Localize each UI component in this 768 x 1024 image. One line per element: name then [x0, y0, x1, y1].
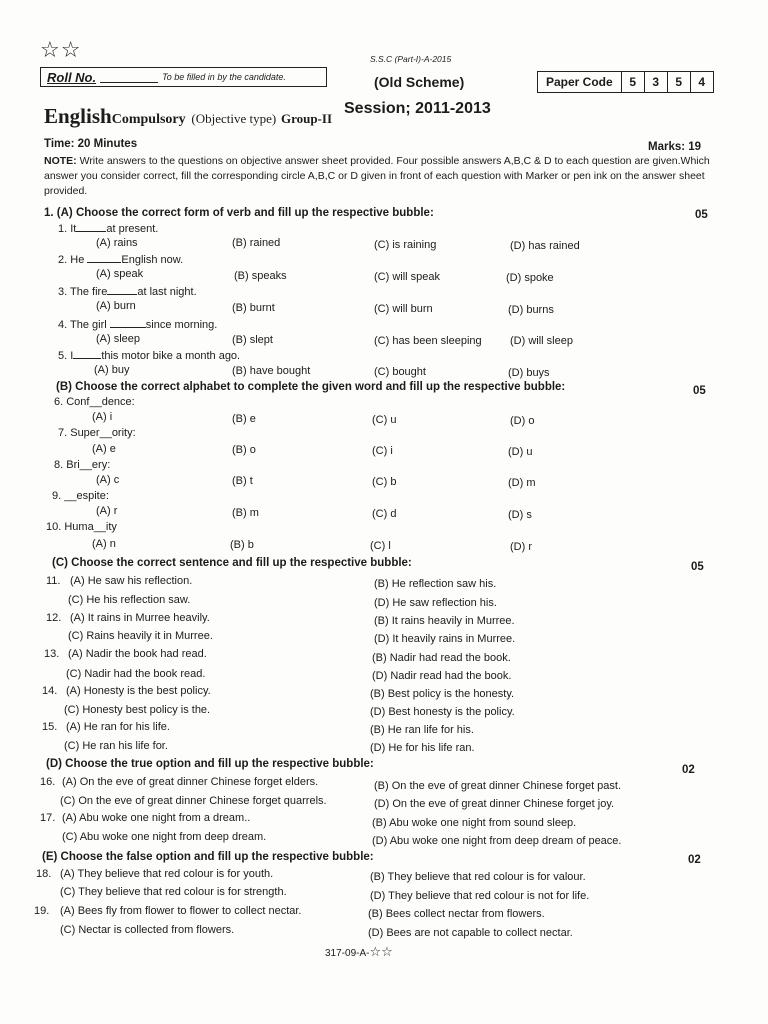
option-a: (A) rains	[96, 237, 138, 249]
question-number: 19.	[34, 905, 50, 917]
option-b: (B) burnt	[232, 302, 275, 314]
option-c: (C) Rains heavily it in Murree.	[68, 630, 213, 642]
stars-top: ☆☆	[40, 38, 82, 63]
question-number: 17.	[40, 812, 56, 824]
option-d: (D) He for his life ran.	[370, 742, 475, 754]
option-d: (D) r	[510, 541, 532, 553]
option-c: (C) u	[372, 414, 397, 426]
question-number: 14.	[42, 685, 58, 697]
question-number: 15.	[42, 721, 58, 733]
option-b: (B) They believe that red colour is for valour.	[370, 871, 586, 883]
option-a: (A) He ran for his life.	[66, 721, 170, 733]
paper-reference: S.S.C (Part-I)-A-2015	[370, 54, 452, 64]
option-d: (D) will sleep	[510, 335, 573, 347]
option-d: (D) Best honesty is the policy.	[370, 706, 515, 718]
option-b: (B) He ran life for his.	[370, 724, 474, 736]
paper-code-digit: 5	[668, 72, 691, 92]
question-stem: 6. Conf__dence:	[54, 396, 135, 408]
option-b: (B) have bought	[232, 365, 311, 377]
option-d: (D) burns	[508, 304, 554, 316]
option-d: (D) Abu woke one night from deep dream of peace.	[372, 835, 622, 847]
option-c: (C) Honesty best policy is the.	[64, 704, 211, 716]
option-c: (C) l	[370, 540, 391, 552]
instructions-note	[44, 154, 714, 199]
section-b-title: (B) Choose the correct alphabet to complete the given word and fill up the respective bubble:	[56, 381, 566, 393]
option-d: (D) Nadir read had the book.	[372, 670, 512, 682]
option-d: (D) They believe that red colour is not for life.	[370, 890, 590, 902]
option-c: (C) Nadir had the book read.	[66, 668, 206, 680]
paper-code-digit: 3	[645, 72, 668, 92]
option-d: (D) u	[508, 446, 533, 458]
footer-code: 317-09-A-☆☆	[325, 945, 393, 960]
option-c: (C) will speak	[374, 271, 441, 283]
time-label: Time: 20 Minutes	[44, 138, 138, 150]
option-c: (C) i	[372, 445, 393, 457]
option-a: (A) burn	[96, 300, 136, 312]
option-a: (A) r	[96, 505, 118, 517]
option-c: (C) has been sleeping	[374, 335, 482, 347]
question-number: 12.	[46, 612, 62, 624]
option-b: (B) o	[232, 444, 256, 456]
subject-title: English	[44, 104, 112, 128]
section-e-title: (E) Choose the false option and fill up the respective bubble:	[42, 851, 374, 863]
option-a: (A) They believe that red colour is for youth.	[60, 868, 274, 880]
paper-code-digit: 4	[698, 75, 706, 89]
option-a: (A) Abu woke one night from a dream..	[62, 812, 251, 824]
option-a: (A) Nadir the book had read.	[68, 648, 207, 660]
subject-line	[44, 104, 332, 129]
question-stem: 3. The fire at last night.	[58, 286, 197, 298]
section-d-title: (D) Choose the true option and fill up the respective bubble:	[46, 758, 374, 770]
option-d: (D) s	[508, 509, 532, 521]
option-a: (A) He saw his reflection.	[70, 575, 193, 587]
section-e-marks: 02	[688, 854, 701, 866]
roll-number-hint: To be filled in by the candidate.	[162, 72, 286, 82]
option-b: (B) t	[232, 475, 253, 487]
option-d: (D) He saw reflection his.	[374, 597, 497, 609]
option-a: (A) n	[92, 538, 116, 550]
option-c: (C) They believe that red colour is for strength.	[60, 886, 287, 898]
option-b: (B) m	[232, 507, 259, 519]
section-b-marks: 05	[693, 385, 706, 397]
section-c-title: (C) Choose the correct sentence and fill up the respective bubble:	[52, 557, 412, 569]
option-d: (D) m	[508, 477, 536, 489]
question-stem: 1. It at present.	[58, 223, 159, 235]
section-c-marks: 05	[691, 561, 704, 573]
paper-type: (Objective type)	[191, 111, 277, 126]
option-d: (D) o	[510, 415, 535, 427]
option-b: (B) On the eve of great dinner Chinese forget past.	[374, 780, 622, 792]
option-a: (A) speak	[96, 268, 144, 280]
note-text: Write answers to the questions on objective answer sheet provided. Four possible answers A,B,C & D to each question are given.Which answer you consider correct, fill the corresponding circle A,B,C or D given in front of each question with Marker or pen ink on the answer sheet provided.	[44, 155, 710, 197]
question-stem: 9. __espite:	[52, 490, 109, 502]
option-d: (D) It heavily rains in Murree.	[374, 633, 516, 645]
option-c: (C) is raining	[374, 239, 437, 251]
question-stem: 5. I this motor bike a month ago.	[58, 350, 241, 362]
option-d: (D) Bees are not capable to collect nectar.	[368, 927, 573, 939]
paper-code-label: Paper Code	[538, 72, 622, 92]
roll-number-box	[40, 67, 327, 87]
paper-code-digit: 5	[622, 72, 645, 92]
session-title: Session; 2011-2013	[344, 100, 491, 117]
section-d-marks: 02	[682, 764, 695, 776]
question-number: 16.	[40, 776, 56, 788]
option-a: (A) buy	[94, 364, 130, 376]
option-c: (C) Nectar is collected from flowers.	[60, 924, 235, 936]
option-d: (D) On the eve of great dinner Chinese forget joy.	[374, 798, 615, 810]
option-b: (B) He reflection saw his.	[374, 578, 497, 590]
option-a: (A) On the eve of great dinner Chinese forget elders.	[62, 776, 319, 788]
question-number: 11.	[46, 575, 61, 587]
option-a: (A) i	[92, 411, 113, 423]
option-b: (B) It rains heavily in Murree.	[374, 615, 515, 627]
option-c: (C) He ran his life for.	[64, 740, 168, 752]
option-d: (D) buys	[508, 367, 550, 379]
option-b: (B) b	[230, 539, 254, 551]
option-b: (B) e	[232, 413, 256, 425]
question-stem: 7. Super__ority:	[58, 427, 136, 439]
option-a: (A) Bees fly from flower to flower to collect nectar.	[60, 905, 302, 917]
option-d: (D) has rained	[510, 240, 580, 252]
option-b: (B) Nadir had read the book.	[372, 652, 511, 664]
option-c: (C) bought	[374, 366, 426, 378]
roll-number-label: Roll No.	[47, 69, 97, 85]
option-b: (B) speaks	[234, 270, 287, 282]
subject-subtitle: Compulsory	[111, 112, 186, 127]
question-stem: 2. He English now.	[58, 254, 184, 266]
option-b: (B) slept	[232, 334, 273, 346]
group-label: Group-II	[280, 111, 333, 126]
option-a: (A) It rains in Murree heavily.	[70, 612, 210, 624]
option-c: (C) d	[372, 508, 397, 520]
footer-stars: ☆☆	[369, 945, 393, 960]
roll-number-line	[100, 72, 158, 83]
question-number: 13.	[44, 648, 60, 660]
question-stem: 10. Huma__ity	[46, 521, 117, 533]
option-a: (A) Honesty is the best policy.	[66, 685, 211, 697]
option-c: (C) On the eve of great dinner Chinese forget quarrels.	[60, 795, 327, 807]
question-stem: 4. The girl since morning.	[58, 319, 218, 331]
paper-code-box	[537, 71, 714, 93]
section-a-marks: 05	[695, 209, 708, 221]
option-a: (A) sleep	[96, 333, 141, 345]
option-a: (A) e	[92, 443, 116, 455]
section-a-title: 1. (A) Choose the correct form of verb and fill up the respective bubble:	[44, 207, 434, 219]
option-c: (C) will burn	[374, 303, 433, 315]
option-d: (D) spoke	[506, 272, 554, 284]
question-stem: 8. Bri__ery:	[54, 459, 111, 471]
option-c: (C) Abu woke one night from deep dream.	[62, 831, 267, 843]
option-b: (B) Best policy is the honesty.	[370, 688, 515, 700]
option-b: (B) rained	[232, 237, 281, 249]
scheme-label: (Old Scheme)	[374, 74, 465, 90]
marks-label: Marks: 19	[648, 141, 702, 153]
option-c: (C) He his reflection saw.	[68, 594, 191, 606]
option-a: (A) c	[96, 474, 120, 486]
question-number: 18.	[36, 868, 52, 880]
option-c: (C) b	[372, 476, 397, 488]
note-label: NOTE:	[44, 155, 77, 167]
option-b: (B) Bees collect nectar from flowers.	[368, 908, 545, 920]
option-b: (B) Abu woke one night from sound sleep.	[372, 817, 577, 829]
